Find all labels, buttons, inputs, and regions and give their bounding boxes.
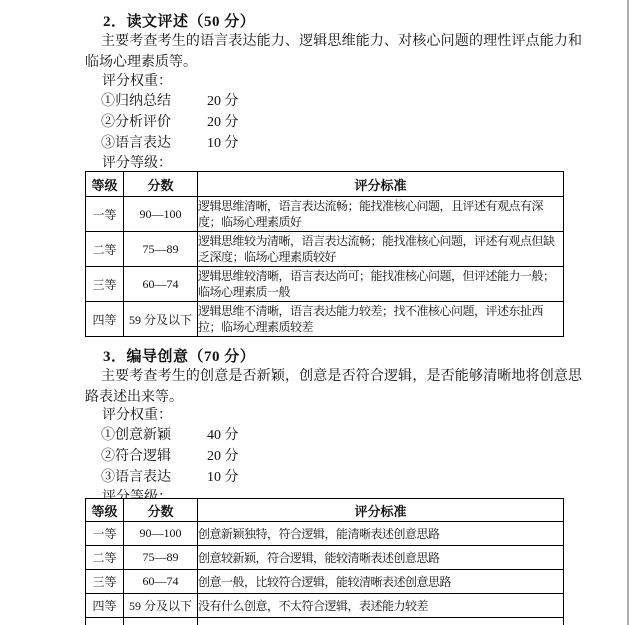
weight-item (101, 111, 239, 131)
grade-cell: 三等 (86, 267, 124, 302)
table-row (86, 197, 564, 232)
weight-item-label: ③语言表达 (101, 470, 171, 485)
section-2-intro: 主要考查考生的语言表达能力、逻辑思维能力、对核心问题的理性评点能力和临场心理素质等。 (85, 34, 582, 70)
score-range-cell: 59 分及以下 (124, 302, 198, 337)
criteria-cell: 逻辑思维清晰，语言表达流畅；能找准核心问题，且评述有观点有深度；临场心理素质好 (198, 197, 564, 232)
score-range-cell: 75—89 (124, 546, 198, 570)
column-header-score: 分数 (124, 172, 198, 197)
column-header-grade: 等级 (86, 499, 124, 522)
section-3-grade-table (85, 498, 564, 625)
grade-cell: 三等 (86, 570, 124, 594)
grade-cell (86, 618, 124, 625)
table-row (86, 232, 564, 267)
column-header-criteria: 评分标准 (198, 499, 564, 522)
section-3-heading: 3．编导创意（70 分） (103, 349, 256, 365)
section-3-intro: 主要考查考生的创意是否新颖，创意是否符合逻辑，是否能够清晰地将创意思路表述出来等。 (85, 369, 582, 405)
weight-item-score: 20 分 (207, 449, 239, 464)
weight-item-score: 10 分 (207, 470, 239, 485)
criteria-cell: 逻辑思维较为清晰，语言表达流畅；能找准核心问题，评述有观点但缺乏深度；临场心理素质较好 (198, 232, 564, 267)
grade-cell: 一等 (86, 522, 124, 546)
weight-item-label: ③语言表达 (101, 136, 171, 151)
section-2-grade-table (85, 171, 564, 337)
score-range-cell (124, 618, 198, 625)
weight-item-label: ②符合逻辑 (101, 449, 171, 464)
criteria-cell: 创意一般，比较符合逻辑，能较清晰表述创意思路 (198, 570, 564, 594)
weight-item-score: 40 分 (207, 428, 239, 443)
grade-cell: 二等 (86, 546, 124, 570)
table-row-clipped (86, 618, 564, 625)
criteria-cell: 逻辑思维较清晰，语言表达尚可；能找准核心问题，但评述能力一般；临场心理素质一般 (198, 267, 564, 302)
column-header-criteria: 评分标准 (198, 172, 564, 197)
grade-cell: 一等 (86, 197, 124, 232)
table-row (86, 570, 564, 594)
weight-item (101, 445, 239, 465)
section-2-heading: 2．读文评述（50 分） (103, 14, 256, 30)
score-range-cell: 75—89 (124, 232, 198, 267)
page-edge-line (627, 0, 629, 625)
table-row (86, 267, 564, 302)
table-header-row (86, 499, 564, 522)
table-header-row (86, 172, 564, 197)
criteria-cell: 没有什么创意，不太符合逻辑，表述能力较差 (198, 594, 564, 618)
column-header-grade: 等级 (86, 172, 124, 197)
section-2-levels-label: 评分等级： (102, 156, 172, 171)
table-row (86, 522, 564, 546)
column-header-score: 分数 (124, 499, 198, 522)
grade-cell: 二等 (86, 232, 124, 267)
grade-cell: 四等 (86, 302, 124, 337)
score-range-cell: 90—100 (124, 522, 198, 546)
weight-item-score: 10 分 (207, 136, 239, 151)
criteria-cell (198, 618, 564, 625)
table-row (86, 546, 564, 570)
score-range-cell: 60—74 (124, 570, 198, 594)
weight-item-label: ①归纳总结 (101, 94, 171, 109)
weight-item-label: ②分析评价 (101, 115, 171, 130)
weight-item-score: 20 分 (207, 115, 239, 130)
table-row (86, 302, 564, 337)
weight-item-label: ①创意新颖 (101, 428, 171, 443)
score-range-cell: 90—100 (124, 197, 198, 232)
table-row (86, 594, 564, 618)
weight-item (101, 132, 239, 152)
grade-cell: 四等 (86, 594, 124, 618)
criteria-cell: 逻辑思维不清晰，语言表达能力较差；找不准核心问题，评述东扯西拉；临场心理素质较差 (198, 302, 564, 337)
weight-item (101, 90, 239, 110)
score-range-cell: 60—74 (124, 267, 198, 302)
criteria-cell: 创意较新颖，符合逻辑，能较清晰表述创意思路 (198, 546, 564, 570)
score-range-cell: 59 分及以下 (124, 594, 198, 618)
weight-item (101, 424, 239, 444)
weight-item (101, 466, 239, 486)
weight-item-score: 20 分 (207, 94, 239, 109)
section-2-weights-label: 评分权重： (102, 74, 172, 89)
section-3-weights-label: 评分权重： (102, 408, 172, 423)
criteria-cell: 创意新颖独特，符合逻辑，能清晰表述创意思路 (198, 522, 564, 546)
